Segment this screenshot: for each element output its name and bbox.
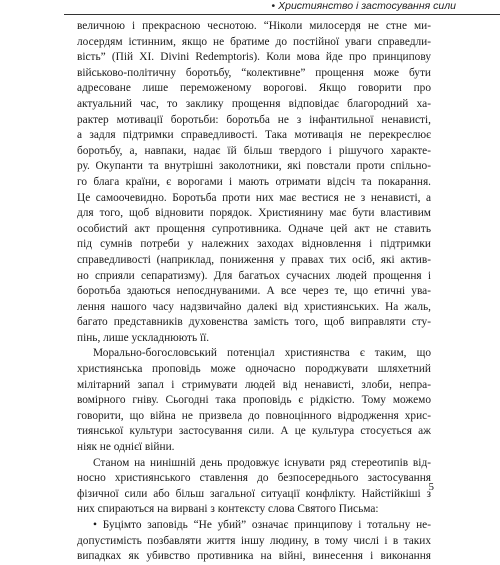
text-line: Станом на нинішній день продовжує існувати ряд стереотипів від- xyxy=(93,456,431,469)
text-line: для того, щоб відновити порядок. Християнину має бути властивим xyxy=(77,207,431,220)
text-line: християнська проповідь може одночасно породжувати шляхетний xyxy=(77,363,431,376)
body-text xyxy=(77,19,431,565)
bullet-line: • Буцімто заповідь “Не убий” означає принципову і тотальну не- xyxy=(93,519,431,531)
text-line: особистий акт прощення супротивника. Одначе цей акт не ставить xyxy=(77,222,431,235)
text-line: величною і прекрасною чеснотою. “Ніколи милосердя не стне ми- xyxy=(77,20,431,32)
text-line: вомірного гніву. Сьогодні така проповідь є рідкістю. Тому можемо xyxy=(77,394,431,407)
text-line: фізичної сили або більш загальної ситуації конфлікту. Найстійкіші з xyxy=(77,487,431,500)
text-line: говорити, що війна не призвела до повноцінного відродження хрис- xyxy=(77,409,431,422)
text-line: лосердям істинним, якщо не братиме до постійної уваги справедли- xyxy=(77,35,431,48)
text-line: ніяк не однієї війни. xyxy=(77,441,175,454)
text-line: Морально-богословський потенціал християнства є таким, що xyxy=(93,347,431,360)
header-title-text: Християнство і застосування сили xyxy=(278,0,456,12)
text-line: допустимість позбавляти життя іншу людину, в тому числі і в таких xyxy=(77,534,431,547)
text-line: адресоване лише переможеному ворогові. Якщо говорити про xyxy=(77,82,431,95)
header-bullet: • xyxy=(271,0,276,12)
running-header-title xyxy=(271,0,456,12)
text-line: боротьба здаються непоєднуваними. А все через те, що етичні ува- xyxy=(77,285,431,298)
text-line: них спираються на вирвані з контексту слова Святого Письма: xyxy=(77,503,379,516)
running-header xyxy=(64,0,500,15)
text-line: актуальний час, то заклику прощення відповідає благородний ха- xyxy=(77,97,431,110)
text-line: а задля підтримки справедливості. Така мотивація не перекреслює xyxy=(77,129,431,142)
text-line: го блага країни, є ворогами і мають отримати відсіч та покарання. xyxy=(77,175,431,188)
text-line: випадках як убивство противника на війні, винесення і виконання xyxy=(77,550,431,563)
text-line: рактер мотивації боротьби: боротьба не з інфантильної ненависті, xyxy=(77,113,431,126)
text-line: Це самоочевидно. Боротьба проти них має вестися не з ненависті, а xyxy=(77,191,431,204)
text-line: ру. Окупанти та внутрішні заколотники, які повстали проти спільно- xyxy=(77,160,431,173)
text-line: багато представників духовенства замість того, щоб виправляти сту- xyxy=(77,316,431,329)
text-line: під сумнів потреби у належних заходах відновлення і підтримки xyxy=(77,238,431,251)
text-line: носно християнського ставлення до безпосереднього застосування xyxy=(77,472,431,485)
text-line: но сприяли сепаратизму). Для багатьох сучасних людей прощення і xyxy=(77,269,431,282)
text-line: вість” (Пій XI. Divini Redemptoris). Коли мова йде про принципову xyxy=(77,51,431,64)
text-line: мілітарний запал і стримувати людей від ненависті, злоби, непра- xyxy=(77,378,431,391)
text-line: боротьбу, а, навпаки, надає їй більш твердого і рішучого характе- xyxy=(77,144,431,157)
text-line: пінь, лише ускладнюють її. xyxy=(77,331,210,344)
text-line: справедливості (наприклад, пониження у правах тих осіб, які актив- xyxy=(77,253,431,266)
text-line: лення нашого часу надзвичайно далекі від християнських. На жаль, xyxy=(77,300,431,313)
text-line: військово-політичну боротьбу, “колективне” прощення може бути xyxy=(77,66,431,79)
text-line: тиянської культури застосування сили. А це культура стосується аж xyxy=(77,425,431,438)
page-number: 5 xyxy=(428,481,434,493)
